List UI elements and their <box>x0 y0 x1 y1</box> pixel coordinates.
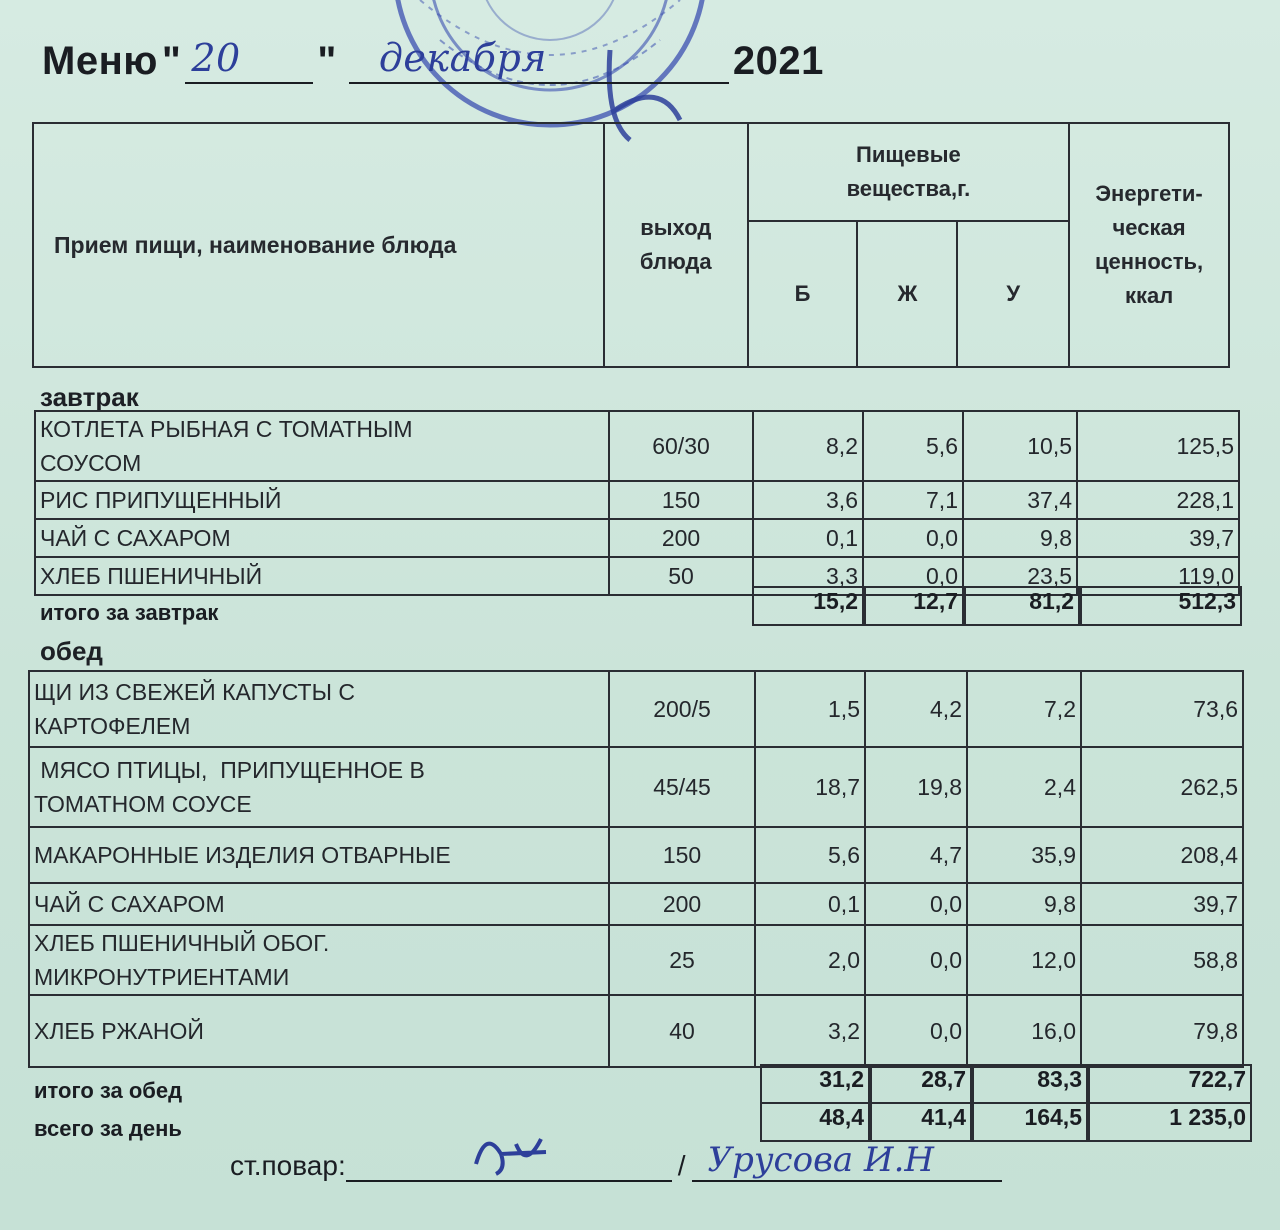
dish-zh: 0,0 <box>865 995 967 1067</box>
dish-kcal: 125,5 <box>1077 411 1239 481</box>
signature-line <box>346 1150 672 1182</box>
dish-b: 3,3 <box>753 557 863 595</box>
dish-u: 12,0 <box>967 925 1081 995</box>
dish-u: 37,4 <box>963 481 1077 519</box>
dish-name: РИС ПРИПУЩЕННЫЙ <box>35 481 609 519</box>
day-total-zh: 41,4 <box>870 1102 972 1142</box>
dish-name: МАКАРОННЫЕ ИЗДЕЛИЯ ОТВАРНЫЕ <box>29 827 609 883</box>
dish-name: ХЛЕБ ПШЕНИЧНЫЙ <box>35 557 609 595</box>
day-total-row <box>28 1102 1252 1142</box>
dish-b: 0,1 <box>753 519 863 557</box>
lunch-total-zh: 28,7 <box>870 1064 972 1104</box>
table-row <box>29 995 1243 1067</box>
lunch-total-kcal: 722,7 <box>1088 1064 1252 1104</box>
dish-name: ХЛЕБ ПШЕНИЧНЫЙ ОБОГ. МИКРОНУТРИЕНТАМИ <box>29 925 609 995</box>
dish-zh: 19,8 <box>865 747 967 827</box>
day-blank <box>185 38 313 84</box>
dish-output: 50 <box>609 557 753 595</box>
table-row <box>29 671 1243 747</box>
separator-slash: / <box>677 1150 686 1181</box>
table-row <box>35 411 1239 481</box>
dish-b: 0,1 <box>755 883 865 925</box>
dish-zh: 5,6 <box>863 411 963 481</box>
table-row <box>35 481 1239 519</box>
breakfast-total-label: итого за завтрак <box>40 600 219 625</box>
dish-b: 2,0 <box>755 925 865 995</box>
day-total-label: всего за день <box>34 1116 182 1141</box>
dish-zh: 0,0 <box>863 557 963 595</box>
header-dish: Прием пищи, наименование блюда <box>33 123 604 367</box>
dish-output: 200 <box>609 519 753 557</box>
dish-name: КОТЛЕТА РЫБНАЯ С ТОМАТНЫМ СОУСОМ <box>35 411 609 481</box>
day-total-b: 48,4 <box>760 1102 870 1142</box>
breakfast-table <box>34 410 1240 596</box>
dish-u: 35,9 <box>967 827 1081 883</box>
signature-name: Урусова И.Н <box>707 1140 935 1180</box>
handwritten-signature-icon <box>456 1124 576 1184</box>
dish-output: 150 <box>609 827 755 883</box>
dish-name: ЧАЙ С САХАРОМ <box>29 883 609 925</box>
header-zh: Ж <box>857 221 957 367</box>
header-energy: Энергети- ческая ценность, ккал <box>1069 123 1229 367</box>
dish-output: 25 <box>609 925 755 995</box>
dish-output: 200 <box>609 883 755 925</box>
table-row <box>29 883 1243 925</box>
header-b: Б <box>748 221 858 367</box>
cook-label: ст.повар: <box>230 1150 346 1181</box>
dish-zh: 0,0 <box>863 519 963 557</box>
lunch-total-u: 83,3 <box>972 1064 1088 1104</box>
menu-title <box>42 38 824 84</box>
lunch-label: обед <box>40 636 103 666</box>
dish-b: 5,6 <box>755 827 865 883</box>
title-year: 2021 <box>732 39 824 83</box>
dish-b: 8,2 <box>753 411 863 481</box>
dish-output: 150 <box>609 481 753 519</box>
table-row <box>29 747 1243 827</box>
dish-zh: 0,0 <box>865 925 967 995</box>
dish-output: 200/5 <box>609 671 755 747</box>
dish-kcal: 39,7 <box>1077 519 1239 557</box>
dish-output: 45/45 <box>609 747 755 827</box>
dish-kcal: 73,6 <box>1081 671 1243 747</box>
dish-b: 3,6 <box>753 481 863 519</box>
dish-name: ЧАЙ С САХАРОМ <box>35 519 609 557</box>
header-nutrients: Пищевые вещества,г. <box>748 123 1069 221</box>
name-line <box>692 1140 1002 1182</box>
lunch-total-row <box>28 1064 1252 1104</box>
day-total-kcal: 1 235,0 <box>1088 1102 1252 1142</box>
signature-footer <box>230 1140 1002 1182</box>
table-row <box>29 827 1243 883</box>
dish-b: 3,2 <box>755 995 865 1067</box>
lunch-table <box>28 670 1244 1068</box>
dish-output: 60/30 <box>609 411 753 481</box>
dish-u: 7,2 <box>967 671 1081 747</box>
breakfast-total-u: 81,2 <box>964 586 1080 626</box>
title-label: Меню <box>42 39 158 83</box>
dish-b: 1,5 <box>755 671 865 747</box>
dish-kcal: 58,8 <box>1081 925 1243 995</box>
dish-output: 40 <box>609 995 755 1067</box>
dish-u: 9,8 <box>963 519 1077 557</box>
dish-u: 9,8 <box>967 883 1081 925</box>
table-row <box>35 519 1239 557</box>
dish-name: ХЛЕБ РЖАНОЙ <box>29 995 609 1067</box>
header-u: У <box>957 221 1069 367</box>
dish-name: ЩИ ИЗ СВЕЖЕЙ КАПУСТЫ С КАРТОФЕЛЕМ <box>29 671 609 747</box>
header-table <box>32 122 1230 368</box>
dish-u: 16,0 <box>967 995 1081 1067</box>
dish-zh: 4,2 <box>865 671 967 747</box>
dish-u: 23,5 <box>963 557 1077 595</box>
dish-kcal: 79,8 <box>1081 995 1243 1067</box>
dish-zh: 4,7 <box>865 827 967 883</box>
quote-close: " <box>317 39 337 83</box>
day-total-u: 164,5 <box>972 1102 1088 1142</box>
dish-kcal: 228,1 <box>1077 481 1239 519</box>
breakfast-total-zh: 12,7 <box>864 586 964 626</box>
breakfast-total-kcal: 512,3 <box>1080 586 1242 626</box>
dish-u: 10,5 <box>963 411 1077 481</box>
breakfast-label: завтрак <box>40 382 139 412</box>
month-handwritten: декабря <box>378 36 547 80</box>
dish-kcal: 208,4 <box>1081 827 1243 883</box>
lunch-total-label: итого за обед <box>34 1078 183 1103</box>
header-output: выход блюда <box>604 123 748 367</box>
breakfast-total-row <box>34 586 1242 626</box>
dish-name: МЯСО ПТИЦЫ, ПРИПУЩЕННОЕ В ТОМАТНОМ СОУСЕ <box>29 747 609 827</box>
dish-kcal: 39,7 <box>1081 883 1243 925</box>
lunch-total-b: 31,2 <box>760 1064 870 1104</box>
dish-zh: 0,0 <box>865 883 967 925</box>
quote-open: " <box>161 39 182 83</box>
day-handwritten: 20 <box>191 36 241 80</box>
table-row <box>29 925 1243 995</box>
dish-kcal: 262,5 <box>1081 747 1243 827</box>
dish-b: 18,7 <box>755 747 865 827</box>
month-blank <box>349 38 729 84</box>
dish-u: 2,4 <box>967 747 1081 827</box>
breakfast-total-b: 15,2 <box>752 586 864 626</box>
dish-kcal: 119,0 <box>1077 557 1239 595</box>
dish-zh: 7,1 <box>863 481 963 519</box>
